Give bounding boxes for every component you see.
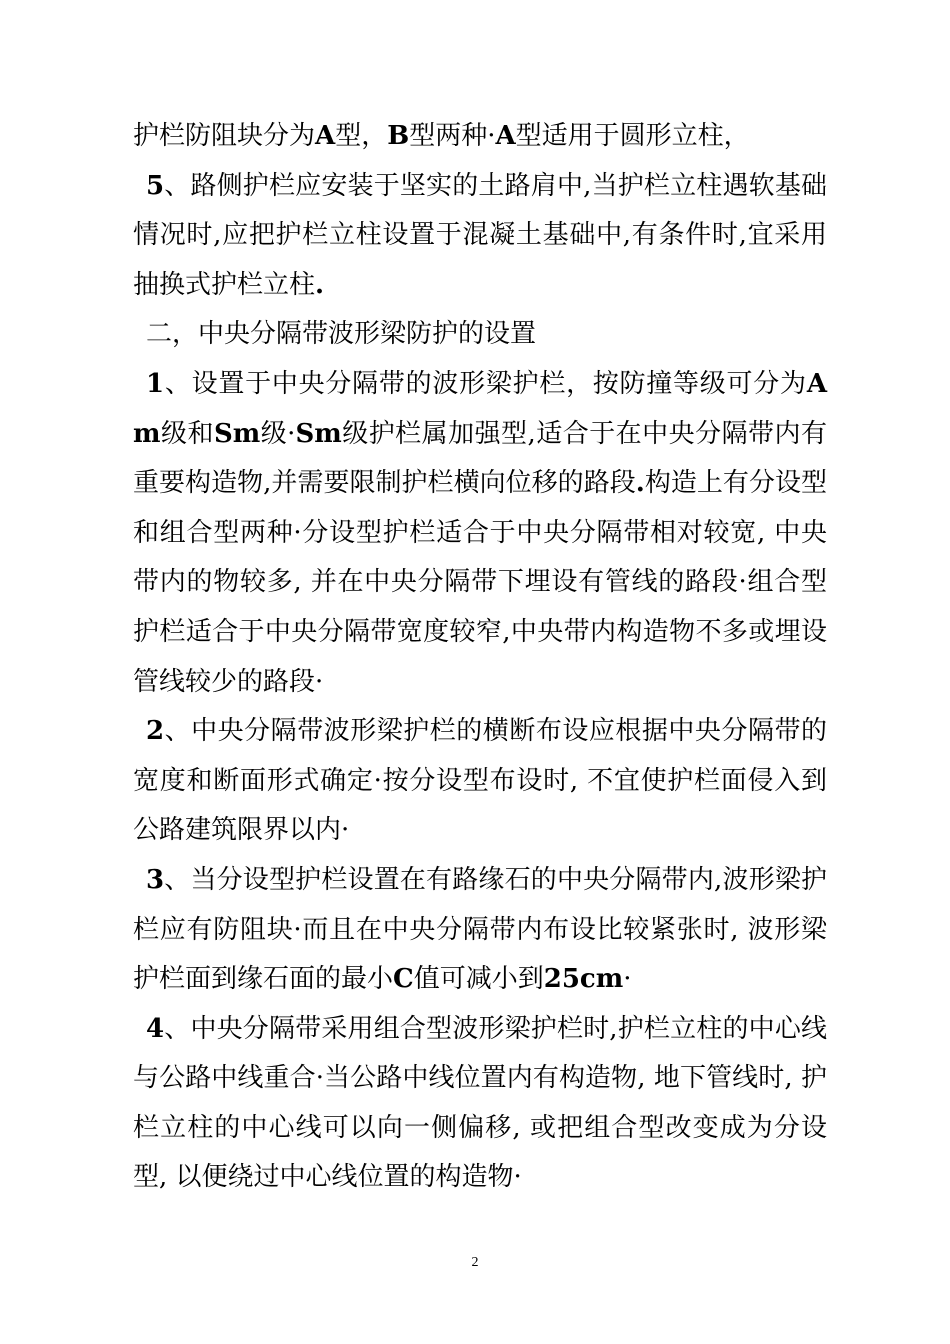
paragraph-item-3: 3、当分设型护栏设置在有路缘石的中央分隔带内,波形梁护栏应有防阻块·而且在中央分隔带内布设比较紧张时, 波形梁护栏面到缘石面的最小C值可减小到25cm· (133, 864, 827, 995)
paragraph-item-4: 4、中央分隔带采用组合型波形梁护栏时,护栏立柱的中心线与公路中线重合·当公路中线位置内有构造物, 地下管线时, 护栏立柱的中心线可以向一侧偏移, 或把组合型改变成为分设型, 以便绕过中心线位置的构造物· (133, 1013, 827, 1193)
page-number: 2 (471, 1255, 479, 1270)
paragraph-item-2: 2、中央分隔带波形梁护栏的横断布设应根据中央分隔带的宽度和断面形式确定·按分设型布设时, 不宜使护栏面侵入到公路建筑限界以内· (133, 716, 827, 846)
paragraph-item-5: 5、路侧护栏应安装于坚实的土路肩中,当护栏立柱遇软基础情况时,应把护栏立柱设置于混凝土基础中,有条件时,宜采用抽换式护栏立柱. (133, 170, 827, 300)
paragraph-item-1: 1、设置于中央分隔带的波形梁护栏，按防撞等级可分为Am级和Sm级·Sm级护栏属加强型,适合于在中央分隔带内有重要构造物,并需要限制护栏横向位移的路段.构造上有分设型和组合型两种·分设型护栏适合于中央分隔带相对较宽, 中央带内的物较多, 并在中央分隔带下埋设有管线的路段·组合型护栏适合于中央分隔带宽度较窄,中央带内构造物不多或埋设管线较少的路段· (133, 368, 827, 697)
document-body (133, 112, 827, 1203)
paragraph-barrier-blocks: 护栏防阻块分为A型，B型两种·A型适用于圆形立柱， (133, 121, 750, 151)
section-heading: 二，中央分隔带波形梁防护的设置 (146, 319, 537, 350)
